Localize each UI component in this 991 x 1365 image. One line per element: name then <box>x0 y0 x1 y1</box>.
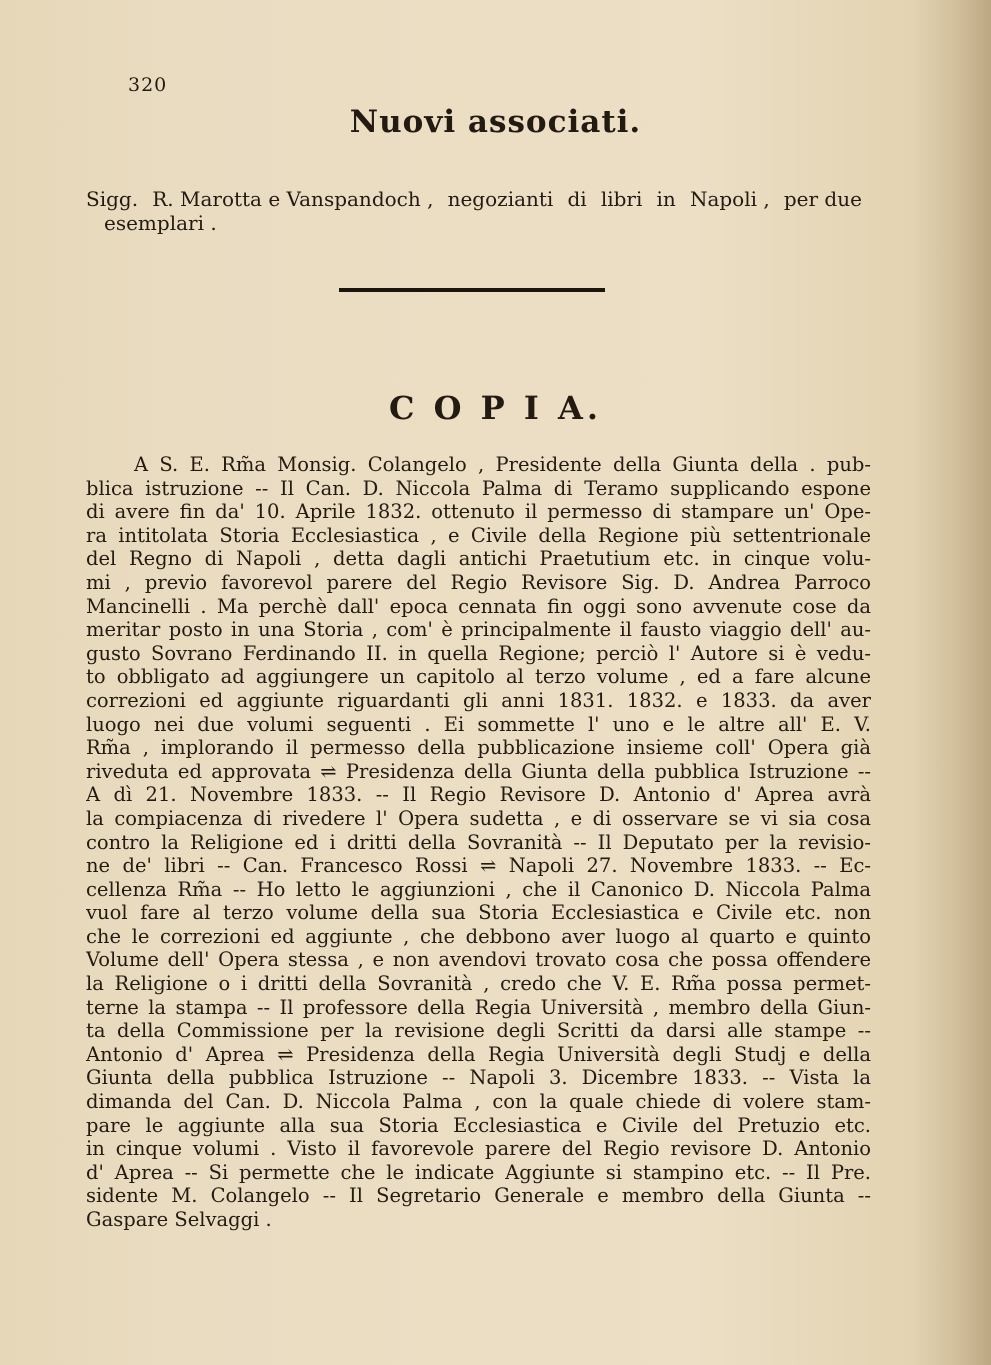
binding-shadow <box>911 0 991 1365</box>
notice-word: Napoli , <box>689 187 770 211</box>
text-line: vuol fare al terzo volume della sua Storia Ecclesiastica e Civile etc. non <box>86 901 871 925</box>
text-line: meritar posto in una Storia , com' è principalmente il fausto viaggio dell' au- <box>86 618 871 642</box>
text-line: blica istruzione -- Il Can. D. Niccola Palma di Teramo supplicando espone <box>86 476 871 500</box>
text-line: la compiacenza di rivedere l' Opera sudetta , e di osservare se vi sia cosa <box>86 806 871 830</box>
text-line: che le correzioni ed aggiunte , che debbono aver luogo al quarto e quinto <box>86 924 871 948</box>
text-line: A dì 21. Novembre 1833. -- Il Regio Revisore D. Antonio d' Aprea avrà <box>86 783 871 807</box>
notice-line-2: esemplari . <box>104 211 217 235</box>
text-line: mi , previo favorevol parere del Regio Revisore Sig. D. Andrea Parroco <box>86 570 871 594</box>
text-line: correzioni ed aggiunte riguardanti gli anni 1831. 1832. e 1833. da aver <box>86 688 871 712</box>
subscriber-notice <box>86 187 876 235</box>
section-heading: Nuovi associati. <box>349 104 642 140</box>
text-line: in cinque volumi . Visto il favorevole parere del Regio revisore D. Antonio <box>86 1137 871 1161</box>
notice-word: Sigg. <box>86 187 139 211</box>
text-line: Gaspare Selvaggi . <box>86 1208 272 1231</box>
notice-word: negozianti <box>447 187 554 211</box>
text-line: sidente M. Colangelo -- Il Segretario Generale e membro della Giunta -- <box>86 1184 871 1208</box>
text-line: ne de' libri -- Can. Francesco Rossi ⇌ Napoli 27. Novembre 1833. -- Ec- <box>86 854 871 878</box>
text-line: luogo nei due volumi seguenti . Ei sommette l' uno e le altre all' E. V. <box>86 712 871 736</box>
text-line: contro la Religione ed i dritti della Sovranità -- Il Deputato per la revisio- <box>86 830 871 854</box>
page-number: 320 <box>128 74 168 96</box>
text-line: to obbligato ad aggiungere un capitolo al terzo volume , ed a fare alcune <box>86 665 871 689</box>
notice-line-1 <box>86 187 862 211</box>
notice-word: di <box>567 187 587 211</box>
document-body <box>86 453 871 1232</box>
notice-word: in <box>656 187 676 211</box>
text-line: Volume dell' Opera stessa , e non avendovi trovato cosa che possa offendere <box>86 948 871 972</box>
notice-word: per due <box>783 187 862 211</box>
text-line: pare le aggiunte alla sua Storia Ecclesiastica e Civile del Pretuzio etc. <box>86 1113 871 1137</box>
text-line: Mancinelli . Ma perchè dall' epoca cennata fin oggi sono avvenute cose da <box>86 594 871 618</box>
text-line: dimanda del Can. D. Niccola Palma , con la quale chiede di volere stam- <box>86 1090 871 1114</box>
text-line: la Religione o i dritti della Sovranità , credo che V. E. Rm̃a possa permet- <box>86 972 871 996</box>
text-line: gusto Sovrano Ferdinando II. in quella Regione; perciò l' Autore si è vedu- <box>86 641 871 665</box>
text-line: ta della Commissione per la revisione degli Scritti da darsi alle stampe -- <box>86 1019 871 1043</box>
copia-title: C O P I A. <box>389 389 602 427</box>
text-line: ra intitolata Storia Ecclesiastica , e Civile della Regione più settentrionale <box>86 523 871 547</box>
horizontal-rule <box>339 288 605 292</box>
text-line: Rm̃a , implorando il permesso della pubblicazione insieme coll' Opera già <box>86 736 871 760</box>
text-line: cellenza Rm̃a -- Ho letto le aggiunzioni , che il Canonico D. Niccola Palma <box>86 877 871 901</box>
text-line: d' Aprea -- Si permette che le indicate Aggiunte si stampino etc. -- Il Pre. <box>86 1160 871 1184</box>
text-line: A S. E. Rm̃a Monsig. Colangelo , Presidente della Giunta della . pub- <box>134 453 871 476</box>
text-line: di avere fin da' 10. Aprile 1832. ottenuto il permesso di stampare un' Ope- <box>86 500 871 524</box>
text-line: riveduta ed approvata ⇌ Presidenza della Giunta della pubblica Istruzione -- <box>86 759 871 783</box>
text-line: del Regno di Napoli , detta dagli antichi Praetutium etc. in cinque volu- <box>86 547 871 571</box>
notice-word: libri <box>600 187 643 211</box>
text-line: terne la stampa -- Il professore della Regia Università , membro della Giun- <box>86 995 871 1019</box>
notice-word: R. Marotta e Vanspandoch , <box>152 187 434 211</box>
text-line: Antonio d' Aprea ⇌ Presidenza della Regia Università degli Studj e della <box>86 1042 871 1066</box>
text-line: Giunta della pubblica Istruzione -- Napoli 3. Dicembre 1833. -- Vista la <box>86 1066 871 1090</box>
